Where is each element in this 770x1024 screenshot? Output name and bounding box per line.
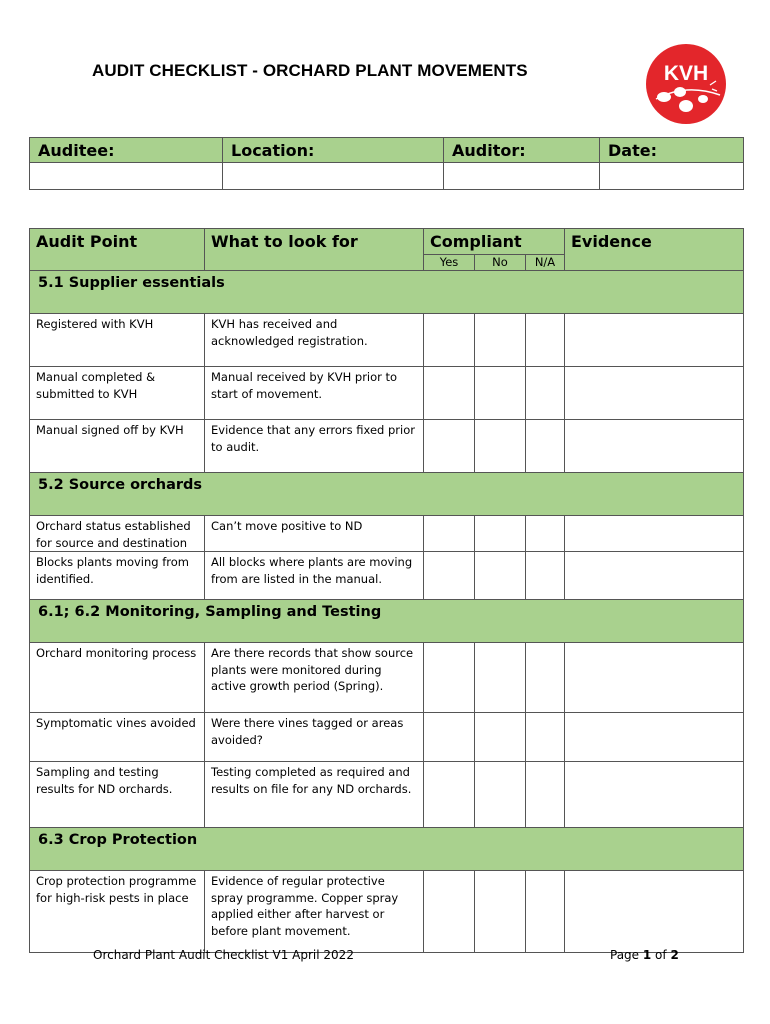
na-checkbox[interactable] <box>526 713 565 762</box>
look-for-cell: KVH has received and acknowledged registration. <box>205 314 424 367</box>
page-prefix: Page <box>610 948 643 962</box>
audit-point-cell: Orchard status established for source and destination <box>30 516 205 552</box>
audit-point-header: Audit Point <box>30 229 205 271</box>
kvh-logo <box>640 43 732 125</box>
location-field[interactable] <box>223 163 444 190</box>
footer-document-title: Orchard Plant Audit Checklist V1 April 2022 <box>93 948 354 962</box>
look-for-cell: Evidence of regular protective spray programme. Copper spray applied either after harvest or before plant movement. <box>205 871 424 953</box>
page-title: AUDIT CHECKLIST - ORCHARD PLANT MOVEMENTS <box>92 61 528 80</box>
audit-point-cell: Orchard monitoring process <box>30 643 205 713</box>
no-checkbox[interactable] <box>475 420 526 473</box>
audit-checklist-table <box>29 228 744 953</box>
page-current: 1 <box>642 948 652 962</box>
no-checkbox[interactable] <box>475 713 526 762</box>
audit-info-table <box>29 137 744 190</box>
no-checkbox[interactable] <box>475 871 526 953</box>
evidence-field[interactable] <box>565 516 744 552</box>
evidence-field[interactable] <box>565 420 744 473</box>
look-for-cell: Evidence that any errors fixed prior to audit. <box>205 420 424 473</box>
look-for-header: What to look for <box>205 229 424 271</box>
yes-checkbox[interactable] <box>424 420 475 473</box>
auditee-label: Auditee: <box>30 138 223 163</box>
evidence-header: Evidence <box>565 229 744 271</box>
yes-checkbox[interactable] <box>424 871 475 953</box>
no-checkbox[interactable] <box>475 314 526 367</box>
look-for-cell: Manual received by KVH prior to start of movement. <box>205 367 424 420</box>
yes-checkbox[interactable] <box>424 643 475 713</box>
look-for-cell: Were there vines tagged or areas avoided? <box>205 713 424 762</box>
no-checkbox[interactable] <box>475 643 526 713</box>
no-checkbox[interactable] <box>475 367 526 420</box>
audit-point-cell: Symptomatic vines avoided <box>30 713 205 762</box>
na-checkbox[interactable] <box>526 552 565 600</box>
evidence-field[interactable] <box>565 762 744 828</box>
compliant-header: Compliant <box>424 229 565 255</box>
section-title: 6.3 Crop Protection <box>30 828 744 871</box>
no-checkbox[interactable] <box>475 516 526 552</box>
page-number <box>610 948 679 962</box>
na-checkbox[interactable] <box>526 643 565 713</box>
yes-checkbox[interactable] <box>424 713 475 762</box>
look-for-cell: Testing completed as required and results on file for any ND orchards. <box>205 762 424 828</box>
na-checkbox[interactable] <box>526 762 565 828</box>
yes-checkbox[interactable] <box>424 367 475 420</box>
look-for-cell: All blocks where plants are moving from are listed in the manual. <box>205 552 424 600</box>
na-checkbox[interactable] <box>526 516 565 552</box>
section-title: 6.1; 6.2 Monitoring, Sampling and Testing <box>30 600 744 643</box>
yes-checkbox[interactable] <box>424 762 475 828</box>
yes-header: Yes <box>424 255 475 271</box>
audit-point-cell: Sampling and testing results for ND orchards. <box>30 762 205 828</box>
audit-point-cell: Manual signed off by KVH <box>30 420 205 473</box>
na-checkbox[interactable] <box>526 367 565 420</box>
auditor-field[interactable] <box>444 163 600 190</box>
evidence-field[interactable] <box>565 367 744 420</box>
evidence-field[interactable] <box>565 713 744 762</box>
look-for-cell: Are there records that show source plants were monitored during active growth period (Spring). <box>205 643 424 713</box>
no-checkbox[interactable] <box>475 762 526 828</box>
location-label: Location: <box>223 138 444 163</box>
logo-text: KVH <box>663 62 709 85</box>
section-title: 5.1 Supplier essentials <box>30 271 744 314</box>
yes-checkbox[interactable] <box>424 552 475 600</box>
evidence-field[interactable] <box>565 643 744 713</box>
evidence-field[interactable] <box>565 552 744 600</box>
na-checkbox[interactable] <box>526 314 565 367</box>
audit-point-cell: Crop protection programme for high-risk pests in place <box>30 871 205 953</box>
page-total: 2 <box>670 948 679 962</box>
na-header: N/A <box>526 255 565 271</box>
auditee-field[interactable] <box>30 163 223 190</box>
auditor-label: Auditor: <box>444 138 600 163</box>
date-label: Date: <box>600 138 744 163</box>
audit-point-cell: Blocks plants moving from identified. <box>30 552 205 600</box>
yes-checkbox[interactable] <box>424 516 475 552</box>
na-checkbox[interactable] <box>526 871 565 953</box>
audit-point-cell: Manual completed & submitted to KVH <box>30 367 205 420</box>
page-of: of <box>651 948 671 962</box>
evidence-field[interactable] <box>565 314 744 367</box>
no-checkbox[interactable] <box>475 552 526 600</box>
look-for-cell: Can’t move positive to ND <box>205 516 424 552</box>
evidence-field[interactable] <box>565 871 744 953</box>
audit-point-cell: Registered with KVH <box>30 314 205 367</box>
section-title: 5.2 Source orchards <box>30 473 744 516</box>
no-header: No <box>475 255 526 271</box>
date-field[interactable] <box>600 163 744 190</box>
na-checkbox[interactable] <box>526 420 565 473</box>
yes-checkbox[interactable] <box>424 314 475 367</box>
